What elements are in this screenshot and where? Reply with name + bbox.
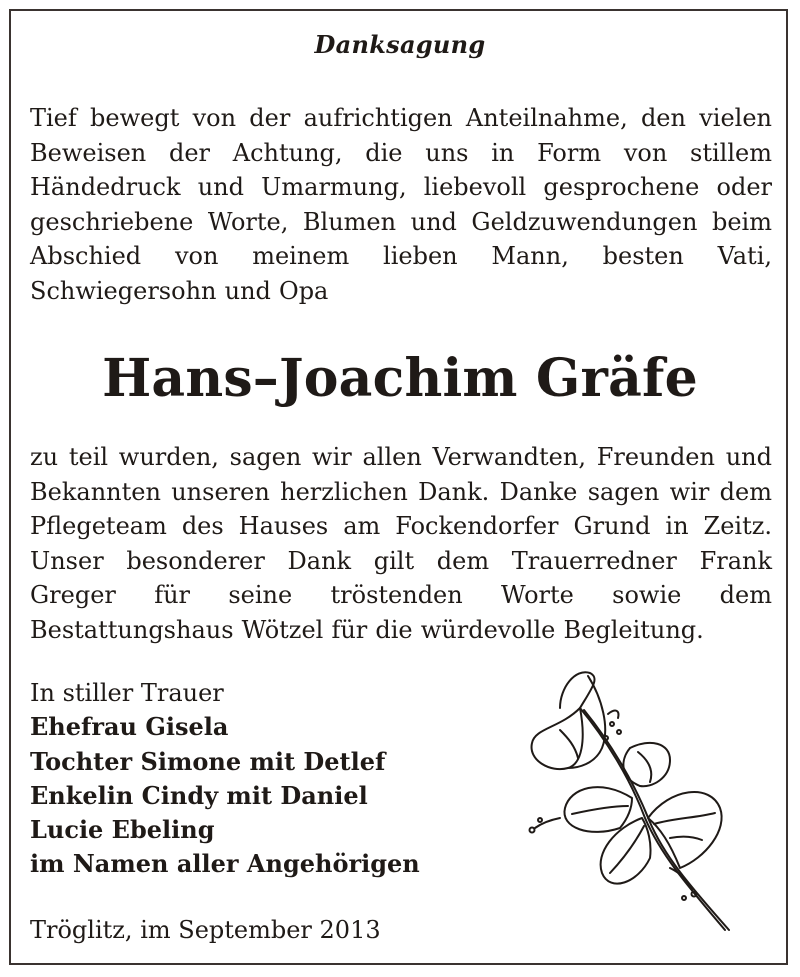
deceased-name: Hans–Joachim Gräfe [102,348,698,409]
mourner-line: Ehefrau Gisela [30,712,229,742]
signature-block [30,676,500,882]
mourner-line: Lucie Ebeling [30,815,215,845]
place-and-date: Tröglitz, im September 2013 [30,916,381,944]
notice-heading: Danksagung [314,30,486,59]
mourner-line: Enkelin Cindy mit Daniel [30,780,368,810]
signature-lead: In stiller Trauer [30,679,224,707]
mourner-line: Tochter Simone mit Detlef [30,746,386,776]
intro-paragraph: Tief bewegt von der aufrichtigen Anteilnahme, den vielen Beweisen der Achtung, die uns in Form von stillem Händedruck und Umarmung, liebevoll gesprochene oder geschriebene Worte, Blumen und Geldzuwendungen beim Abschied von meinem lieben Mann, besten Vati, Schwiegersohn und Opa [30,104,772,305]
mourner-line: im Namen aller Angehörigen [30,849,420,879]
thanks-paragraph: zu teil wurden, sagen wir allen Verwandten, Freunden und Bekannten unseren herzlichen Dank. Danke sagen wir dem Pflegeteam des Hauses am Fockendorfer Grund in Zeitz. Unser besonderer Dank gilt dem Trauerredner Frank Greger für seine tröstenden Worte sowie dem Bestattungshaus Wötzel für die würdevolle Begleitung. [30,443,772,644]
calla-lily-icon [520,668,740,938]
